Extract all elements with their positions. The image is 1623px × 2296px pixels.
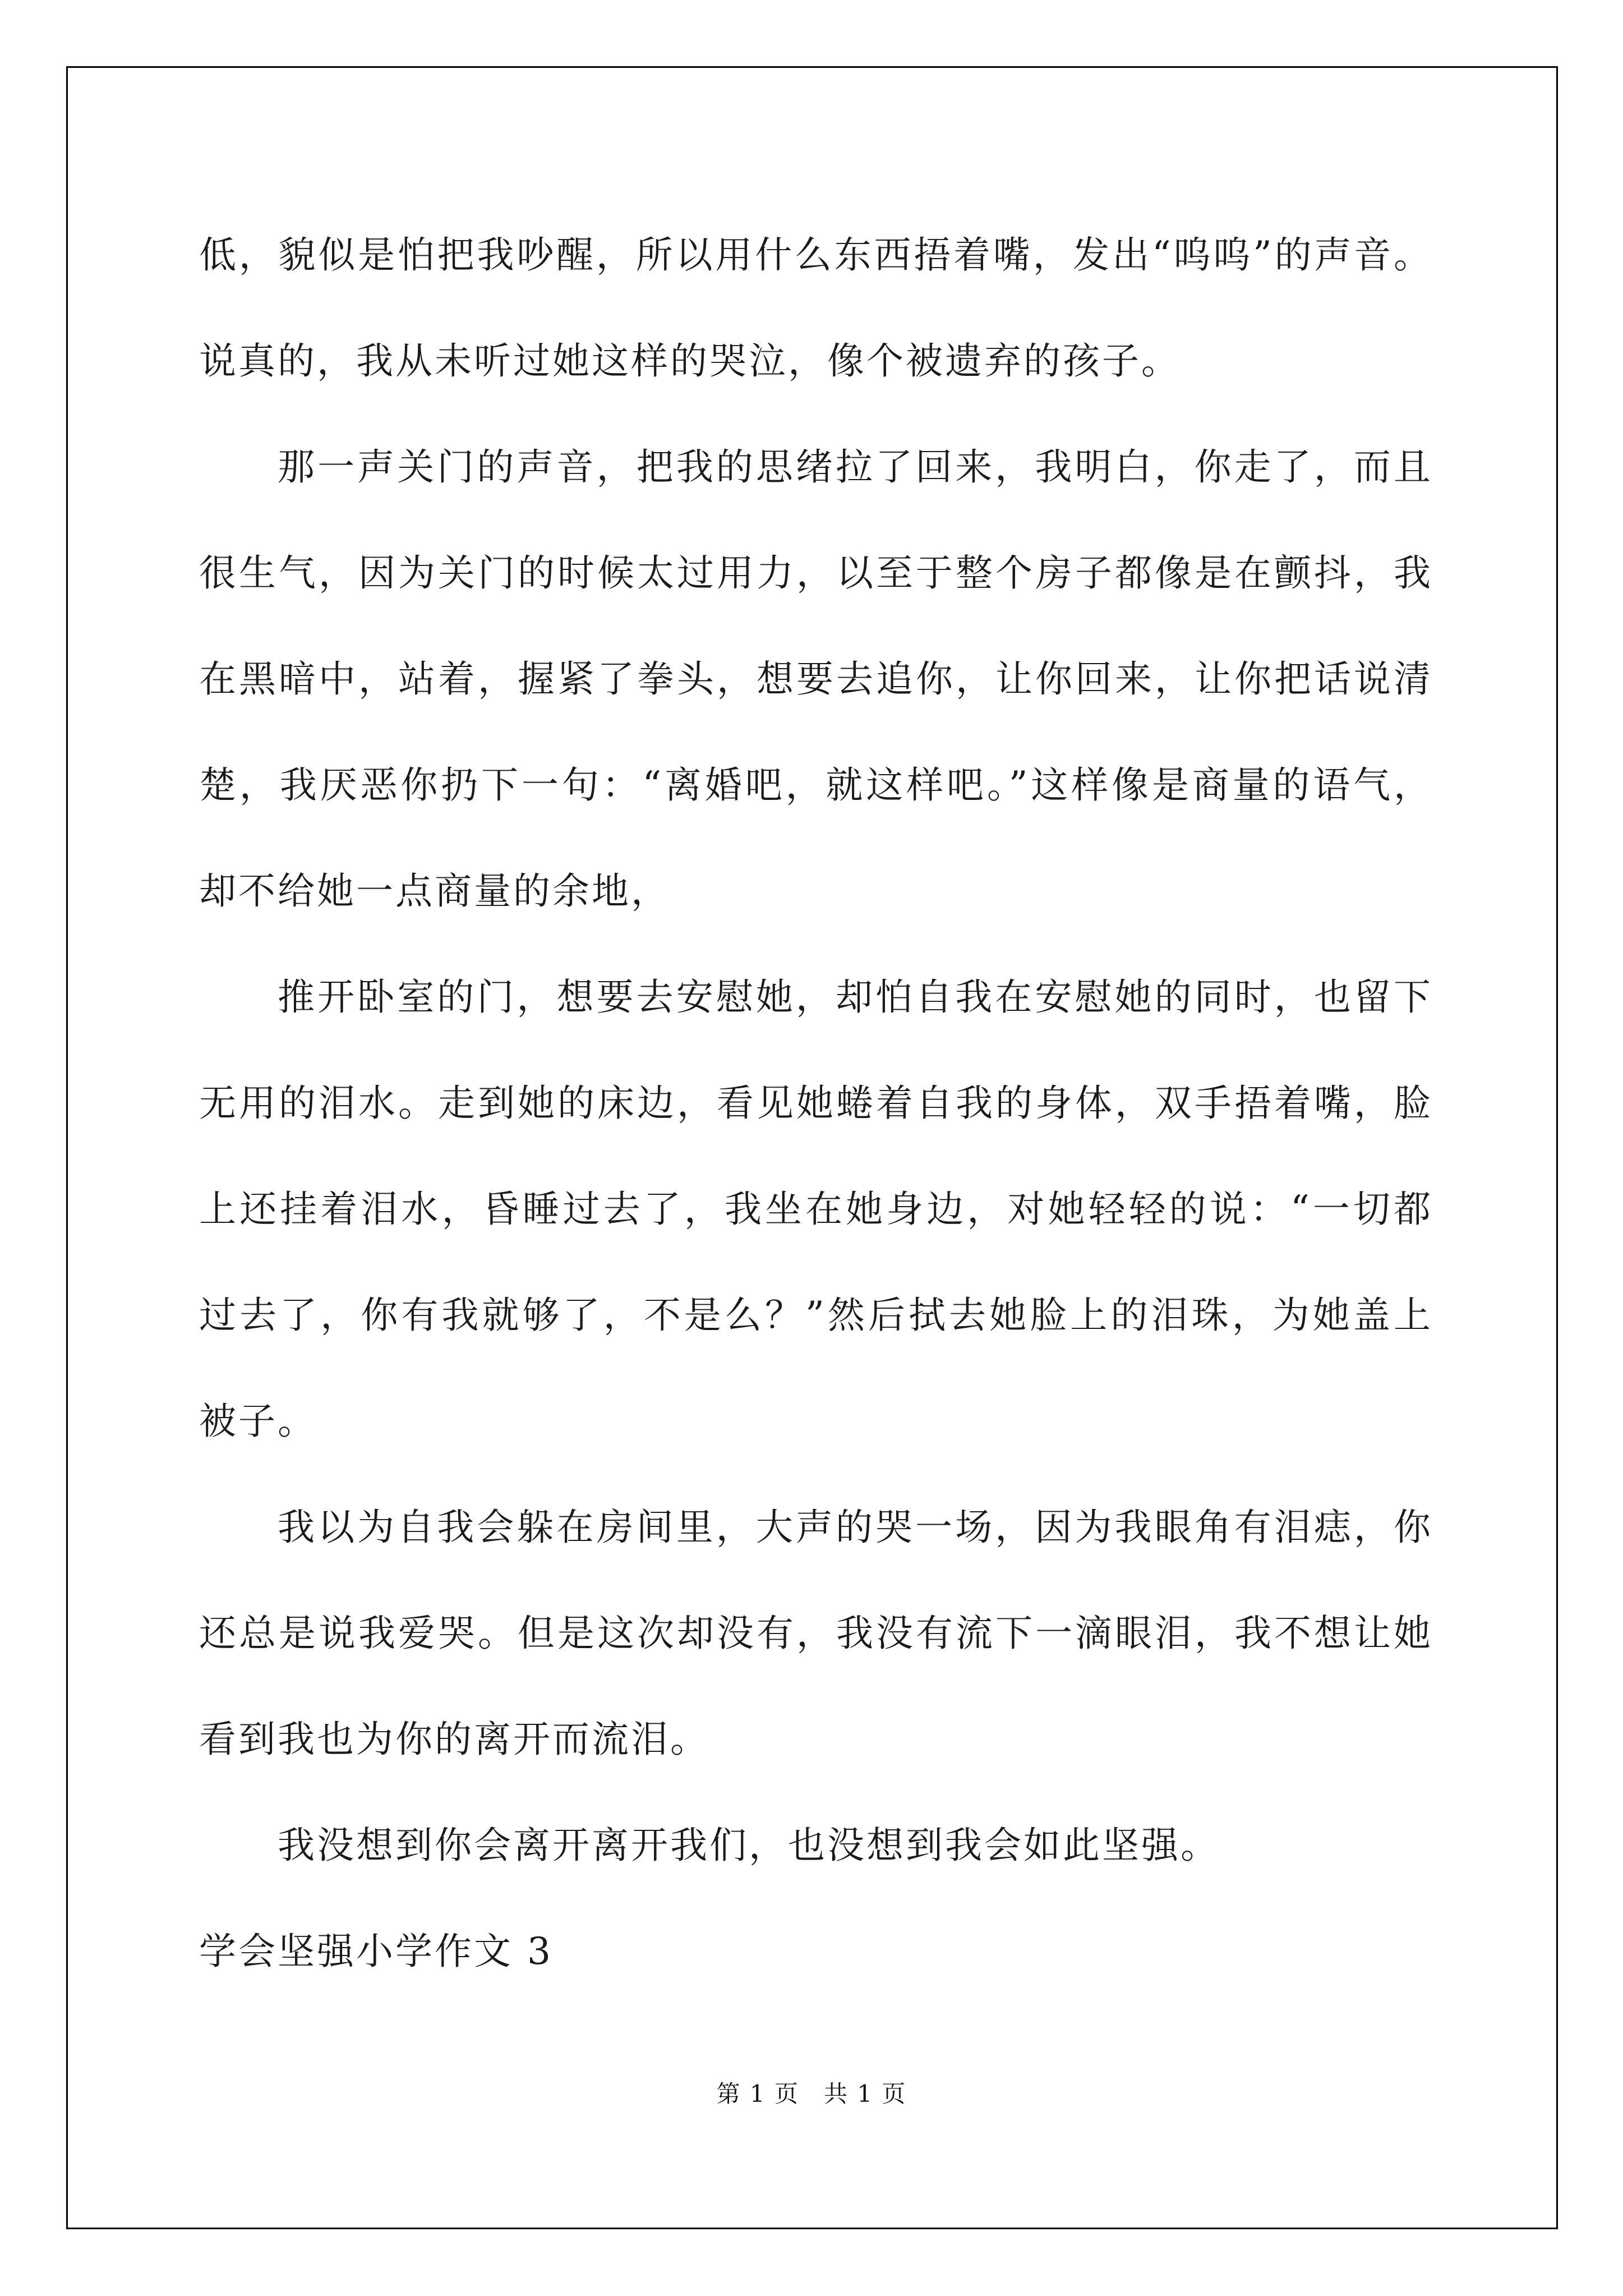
paragraph-3: 推开卧室的门，想要去安慰她，却怕自我在安慰她的同时，也留下无用的泪水。走到她的床边，看见她蜷着自我的身体，双手捂着嘴，脸上还挂着泪水，昏睡过去了，我坐在她身边，对她轻轻的说：“一切都过去了，你有我就够了，不是么？”然后拭去她脸上的泪珠，为她盖上被子。	[199, 976, 1433, 1443]
paragraph-2: 那一声关门的声音，把我的思绪拉了回来，我明白，你走了，而且很生气，因为关门的时候太过用力，以至于整个房子都像是在颤抖，我在黑暗中，站着，握紧了拳头，想要去追你，让你回来，让你把话说清楚，我厌恶你扔下一句：“离婚吧，就这样吧。”这样像是商量的语气，却不给她一点商量的余地，	[199, 445, 1433, 913]
page-footer: 第 1 页 共 1 页	[716, 2080, 907, 2108]
document-body	[199, 202, 1433, 2004]
paragraph-4: 我以为自我会躲在房间里，大声的哭一场，因为我眼角有泪痣，你还总是说我爱哭。但是这次却没有，我没有流下一滴眼泪，我不想让她看到我也为你的离开而流泪。	[199, 1506, 1433, 1761]
paragraph-5: 我没想到你会离开离开我们，也没想到我会如此坚强。	[278, 1824, 1220, 1867]
section-heading: 学会坚强小学作文 3	[199, 1930, 553, 1973]
paragraph-1: 低，貌似是怕把我吵醒，所以用什么东西捂着嘴，发出“呜呜”的声音。说真的，我从未听过她这样的哭泣，像个被遗弃的孩子。	[199, 233, 1433, 383]
